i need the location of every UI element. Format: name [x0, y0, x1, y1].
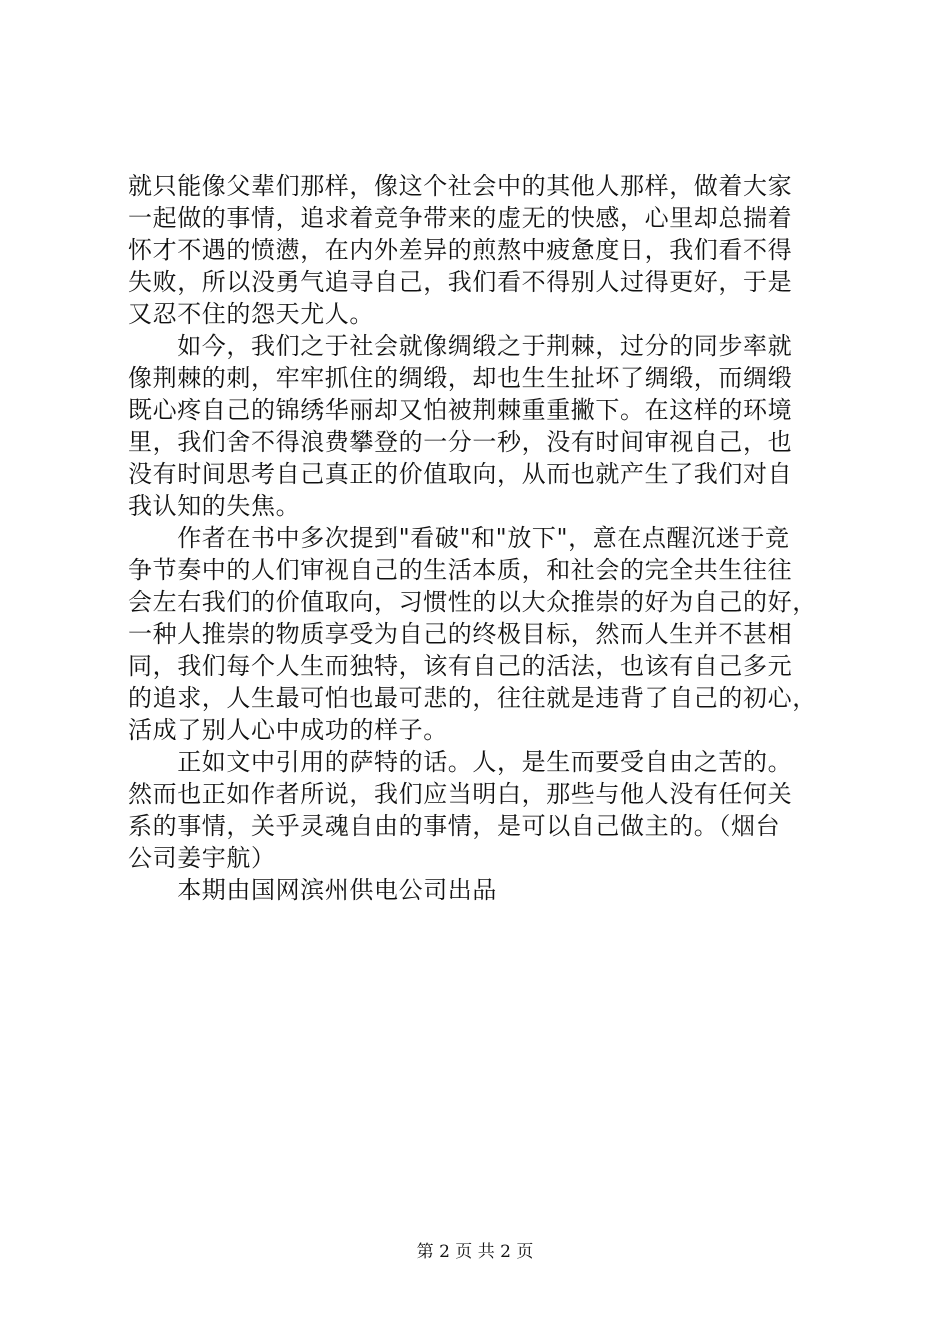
text-line: 正如文中引用的萨特的话。人，是生而要受自由之苦的。 — [128, 748, 793, 776]
text-line: 一种人推崇的物质享受为自己的终极目标，然而人生并不甚相 — [128, 620, 793, 648]
text-line: 如今，我们之于社会就像绸缎之于荆棘，过分的同步率就 — [128, 332, 793, 360]
text-line: 我认知的失焦。 — [128, 492, 301, 520]
text-line: 的追求，人生最可怕也最可悲的，往往就是违背了自己的初心， — [128, 684, 817, 712]
text-line: 争节奏中的人们审视自己的生活本质，和社会的完全共生往往 — [128, 556, 793, 584]
text-line: 作者在书中多次提到"看破"和"放下"，意在点醒沉迷于竞 — [128, 524, 790, 552]
text-line: 既心疼自己的锦绣华丽却又怕被荆棘重重撇下。在这样的环境 — [128, 396, 793, 424]
text-line: 里，我们舍不得浪费攀登的一分一秒，没有时间审视自己，也 — [128, 428, 793, 456]
text-line: 系的事情，关乎灵魂自由的事情，是可以自己做主的。（烟台 — [128, 812, 781, 840]
text-line: 会左右我们的价值取向，习惯性的以大众推崇的好为自己的好， — [128, 588, 817, 616]
body-text — [128, 170, 830, 906]
text-line: 公司姜宇航） — [128, 844, 276, 872]
text-line: 活成了别人心中成功的样子。 — [128, 716, 448, 744]
text-line: 本期由国网滨州供电公司出品 — [128, 876, 497, 904]
text-line: 失败，所以没勇气追寻自己，我们看不得别人过得更好，于是 — [128, 268, 793, 296]
text-line: 一起做的事情，追求着竞争带来的虚无的快感，心里却总揣着 — [128, 204, 793, 232]
text-line: 然而也正如作者所说，我们应当明白，那些与他人没有任何关 — [128, 780, 793, 808]
text-line: 像荆棘的刺，牢牢抓住的绸缎，却也生生扯坏了绸缎，而绸缎 — [128, 364, 793, 392]
page-footer: 第 2 页 共 2 页 — [416, 1242, 534, 1262]
text-line: 同，我们每个人生而独特，该有自己的活法，也该有自己多元 — [128, 652, 793, 680]
text-line: 没有时间思考自己真正的价值取向，从而也就产生了我们对自 — [128, 460, 793, 488]
text-line: 怀才不遇的愤懑，在内外差异的煎熬中疲惫度日，我们看不得 — [128, 236, 793, 264]
text-line: 就只能像父辈们那样，像这个社会中的其他人那样，做着大家 — [128, 172, 793, 200]
text-line: 又忍不住的怨天尤人。 — [128, 300, 374, 328]
